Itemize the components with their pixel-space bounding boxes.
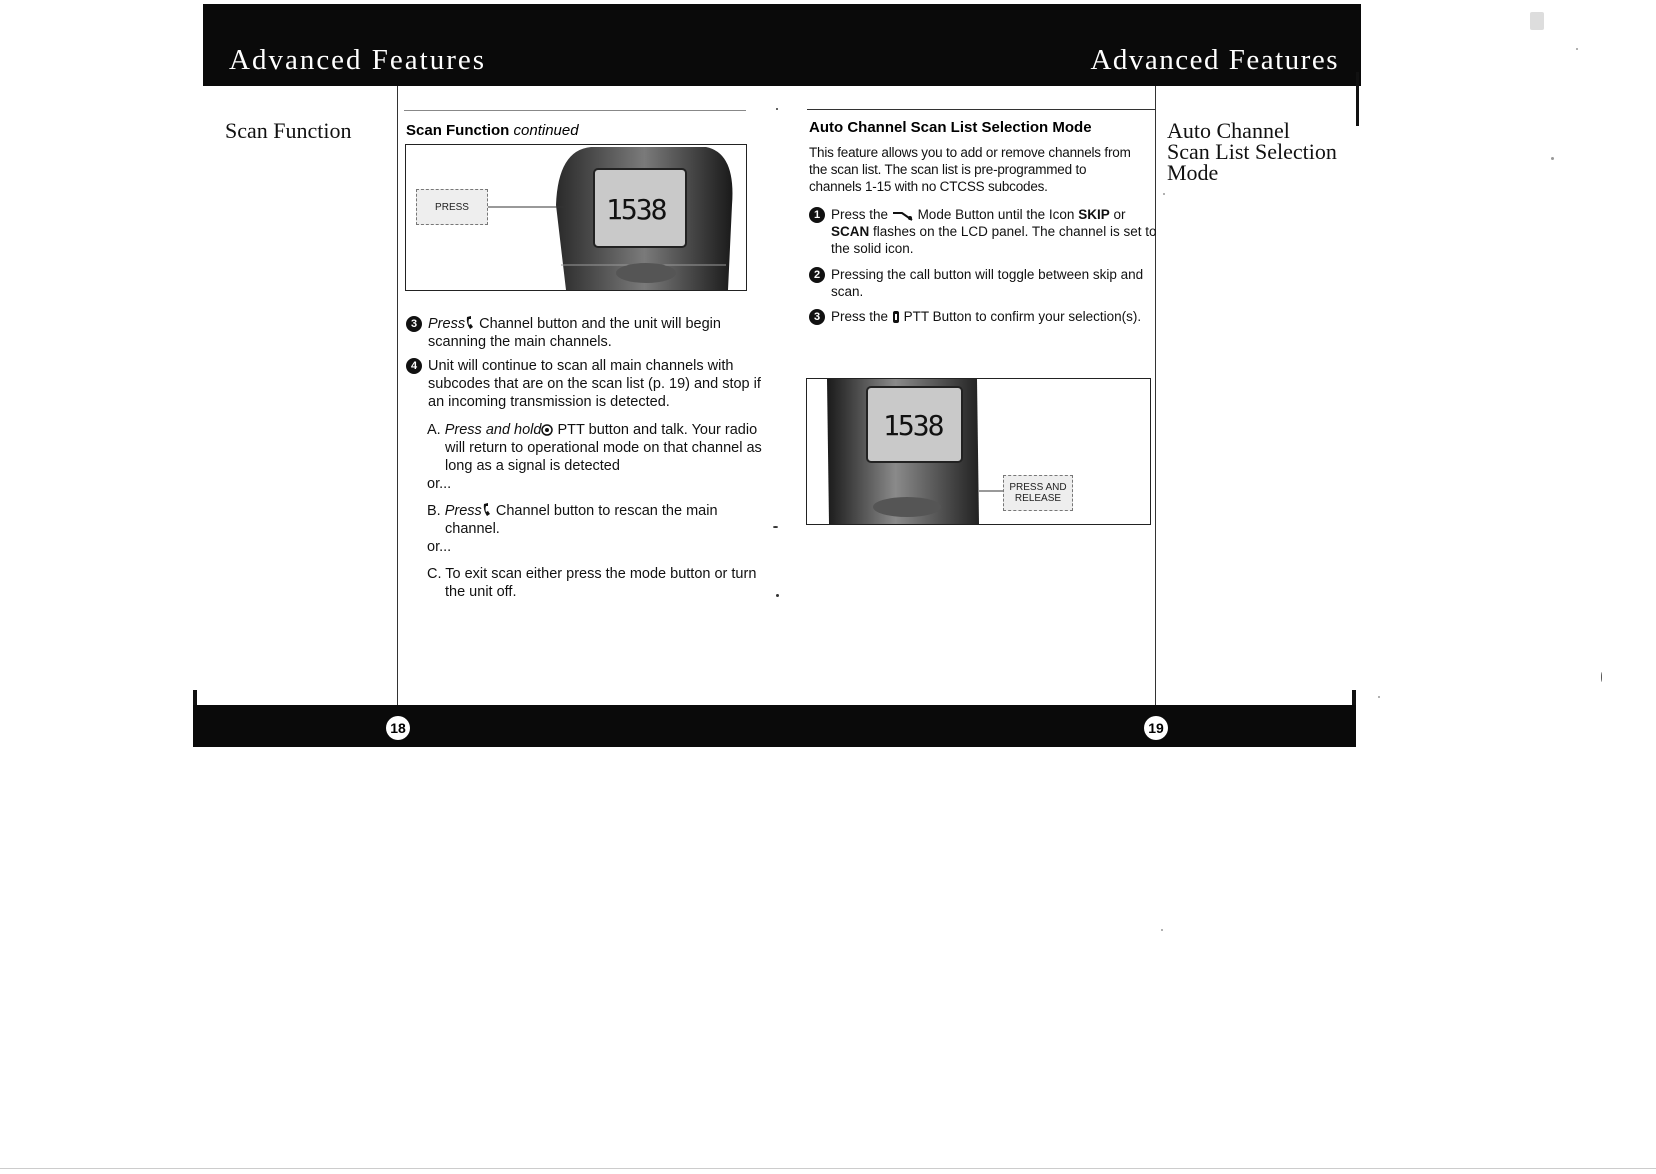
option-b-text: Channel button to rescan the main channel.: [445, 503, 718, 537]
left-section-title: [406, 122, 579, 139]
scan-speck: [776, 108, 778, 110]
press-and-release-callout: PRESS AND RELEASE: [1003, 475, 1073, 511]
radio-photo-right: [807, 379, 1150, 524]
step-4-left: [406, 357, 768, 411]
footer-bar: [193, 705, 1356, 747]
option-a-text: PTT button and talk. Your radio will return to operational mode on that channel as long as a signal is detected: [445, 422, 762, 474]
intro-paragraph: This feature allows you to add or remove channels from the scan list. The scan list is pre-programmed to channels 1-15 with no CTCSS subcodes.: [809, 145, 1131, 194]
scan-keyword: SCAN: [831, 224, 870, 239]
scan-speck: [1161, 929, 1163, 931]
step-1-pre: Press the: [831, 207, 889, 222]
phone-icon: [482, 502, 492, 518]
option-a-prefix: A.: [427, 422, 441, 438]
option-c: C. To exit scan either press the mode button or turn the unit off.: [427, 566, 757, 600]
step-3-pre: Press the: [831, 309, 889, 324]
or-text: or...: [427, 539, 452, 555]
ptt-icon: [892, 310, 900, 324]
scan-speck: [1551, 157, 1554, 160]
press-callout: PRESS: [416, 189, 488, 225]
right-section-title: Auto Channel Scan List Selection Mode: [809, 119, 1092, 136]
option-a: [427, 421, 765, 475]
header-title-left: Advanced Features: [229, 44, 487, 76]
mode-icon: [892, 210, 914, 222]
step-number: 4: [406, 358, 422, 374]
page-number-left: 18: [386, 716, 410, 740]
scan-speck: [1163, 193, 1165, 195]
press-italic: Press: [444, 503, 482, 519]
ptt-icon: [541, 423, 553, 437]
step-number: 3: [809, 309, 825, 325]
scan-speck: [773, 526, 778, 528]
step-2-text: Pressing the call button will toggle between skip and scan.: [831, 267, 1144, 299]
step-3-right: [809, 308, 1161, 325]
radio-figure-right: [806, 378, 1151, 525]
section-title-continued: continued: [513, 122, 579, 139]
step-3-post: PTT Button to confirm your selection(s).: [903, 309, 1142, 324]
step-2-right: [809, 266, 1161, 300]
step-3-text: Channel button and the unit will begin scanning the main channels.: [428, 316, 721, 350]
press-and-hold-italic: Press and hold: [444, 422, 542, 438]
scan-edge-line: [0, 1168, 1656, 1169]
press-italic: Press: [428, 316, 466, 332]
scan-speck: [1378, 696, 1380, 698]
header-title-right: Advanced Features: [1090, 44, 1339, 76]
step-1-mid: Mode Button until the Icon: [917, 207, 1075, 222]
left-section-rule: [404, 110, 746, 111]
skip-keyword: SKIP: [1078, 207, 1110, 222]
step-4-text: Unit will continue to scan all main channels with subcodes that are on the scan list (p. 19) and stop if an incoming transmission is detected.: [428, 358, 761, 410]
step-number: 3: [406, 316, 422, 332]
step-1-right: [809, 206, 1161, 257]
left-column-rule: [397, 86, 398, 705]
page-number-right: 19: [1144, 716, 1168, 740]
header-edge-mark: [1356, 72, 1359, 126]
lcd-readout: 1538: [883, 409, 943, 442]
step-number: 2: [809, 267, 825, 283]
scan-speck: [776, 594, 779, 597]
scan-speck: [1576, 48, 1578, 50]
step-1-post: flashes on the LCD panel. The channel is set to the solid icon.: [831, 224, 1157, 256]
scan-speck: [1601, 672, 1602, 682]
header-bar: [203, 4, 1361, 86]
side-heading-right: Auto Channel Scan List Selection Mode: [1167, 118, 1337, 185]
option-b-prefix: B.: [427, 503, 441, 519]
scan-speck: [1530, 12, 1544, 30]
option-b: [427, 502, 765, 538]
section-title-text: Scan Function: [406, 122, 510, 139]
right-section-rule: [807, 109, 1155, 110]
step-number: 1: [809, 207, 825, 223]
or-text: or...: [427, 476, 452, 492]
radio-figure-left: [405, 144, 747, 291]
or-word: or: [1113, 207, 1126, 222]
right-column-rule: [1155, 86, 1156, 705]
lcd-readout: 1538: [606, 193, 666, 226]
phone-icon: [465, 315, 475, 331]
side-heading-left: Scan Function: [225, 118, 352, 143]
step-3-left: [406, 315, 768, 351]
